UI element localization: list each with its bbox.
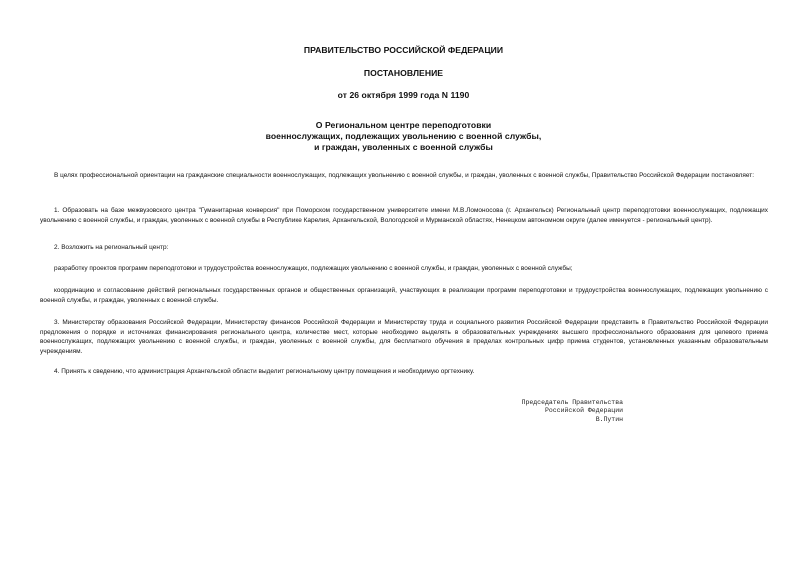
item-2-subparagraph-b: координацию и согласование действий региональных государственных органов и общественных организаций, участвующих в реализации программ переподготовки и трудоустройства военнослужащих, подлежащих увольнению с военной службы, и граждан, уволенных с военной службы. (40, 287, 768, 304)
item-4-paragraph: 4. Принять к сведению, что администрация Архангельской области выделит региональному центру помещения и необходимую оргтехнику. (54, 368, 475, 375)
title-line: военнослужащих, подлежащих увольнению с военной службы, (265, 131, 542, 141)
signature-org-line: Российской Федерации (544, 407, 623, 415)
issuer-heading: ПРАВИТЕЛЬСТВО РОССИЙСКОЙ ФЕДЕРАЦИИ (303, 45, 504, 55)
item-3-paragraph: 3. Министерству образования Российской Федерации, Министерству финансов Российской Федерации и Министерству труда и социального развития Российской Федерации представить в Правительство Российской Федерации предложения о порядке и источниках финансирования регионального центра, количестве мест, которые необходимо выделять в образовательных учреждениях высшего профессионального образования для целевого приема военнослужащих, подлежащих увольнению с военной службы, и граждан, уволенных с военной службы, для бесплатного обучения в пределах контрольных цифр приема студентов, установленных указанным образовательным учреждениям. (40, 319, 768, 355)
item-1-paragraph: 1. Образовать на базе межвузовского центра "Гуманитарная конверсия" при Поморском государственном университете имени М.В.Ломоносова (г. Архангельск) Региональный центр переподготовки военнослужащих, подлежащих увольнению с военной службы, и граждан, уволенных с военной службы в Республике Карелия, Архангельской, Вологодской и Мурманской областях, Ненецком автономном округе (далее именуется - региональный центр). (40, 207, 768, 224)
date-number-heading: от 26 октября 1999 года N 1190 (337, 90, 470, 100)
document-title (0, 120, 807, 153)
signature-block (480, 399, 623, 424)
document-type-heading: ПОСТАНОВЛЕНИЕ (363, 68, 444, 78)
title-line: и граждан, уволенных с военной службы (314, 142, 493, 152)
signatory-name: В.Путин (595, 415, 623, 423)
preamble-paragraph: В целях профессиональной ориентации на гражданские специальности военнослужащих, подлежащих увольнению с военной службы, и граждан, уволенных с военной службы, Правительство Российской Федерации постановляет: (54, 172, 755, 179)
title-line: О Региональном центре переподготовки (315, 120, 492, 130)
signature-title-line: Председатель Правительства (521, 399, 623, 406)
item-2-paragraph: 2. Возложить на региональный центр: (54, 244, 169, 251)
item-2-subparagraph-a: разработку проектов программ переподготовки и трудоустройства военнослужащих, подлежащих увольнению с военной службы, и граждан, уволенных с военной службы; (54, 265, 573, 272)
